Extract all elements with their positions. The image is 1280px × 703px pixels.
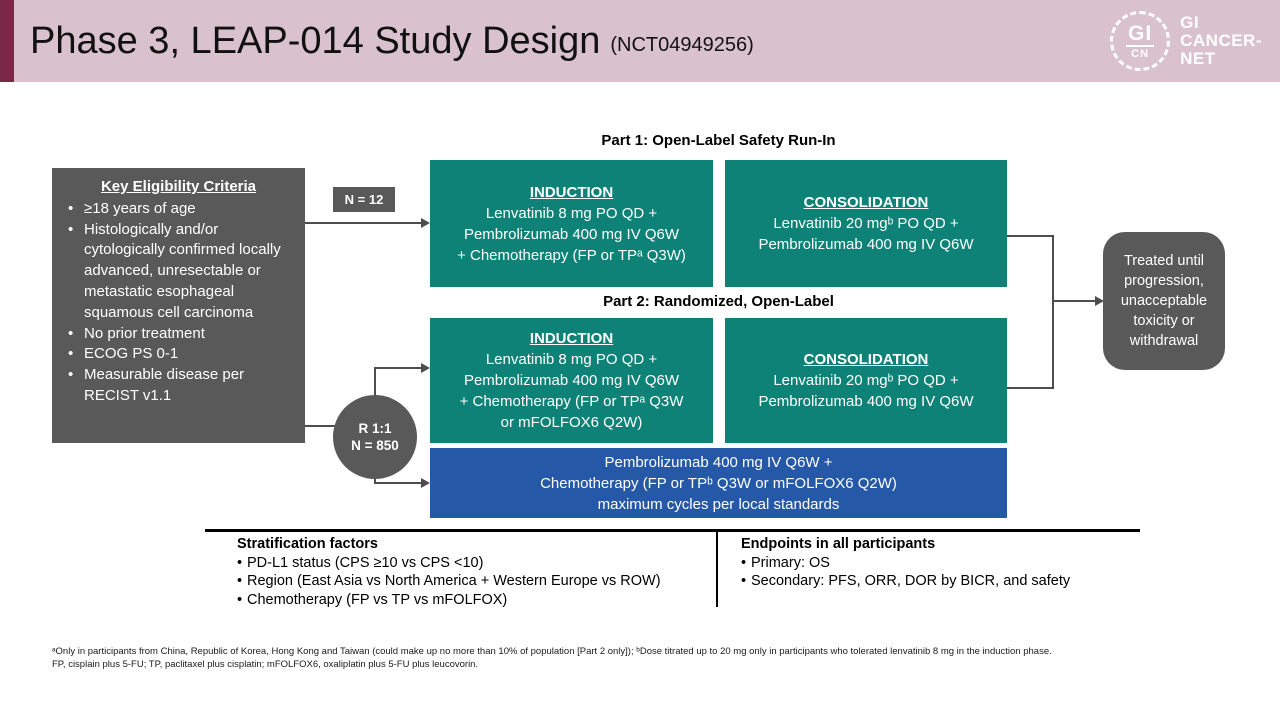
control-arm-box: [430, 448, 1007, 518]
outcome-box: [1103, 232, 1225, 370]
randomization-circle: [333, 395, 417, 479]
endpoints-title: Endpoints in all participants: [741, 536, 936, 552]
part2-heading: Part 2: Randomized, Open-Label: [603, 293, 834, 310]
box-line: Pembrolizumab 400 mg IV Q6W: [463, 225, 680, 243]
table-divider: [716, 532, 718, 607]
box-line: + Chemotherapy (FP or TPᵃ Q3W): [457, 246, 686, 264]
box-line: maximum cycles per local standards: [597, 495, 840, 513]
endpoints-item: • Secondary: PFS, ORR, DOR by BICR, and safety: [741, 572, 1146, 591]
arrowhead-control-icon: [421, 478, 430, 488]
laurel-wreath-icon: [1110, 11, 1170, 71]
eligibility-item: • ECOG PS 0-1: [65, 344, 292, 365]
part2-consolidation-title: CONSOLIDATION: [803, 351, 929, 368]
endpoints-list: [741, 554, 1146, 591]
box-line: Pembrolizumab 400 mg IV Q6W: [758, 393, 974, 410]
randomization-n: N = 850: [351, 438, 399, 453]
nct-number: (NCT04949256): [610, 33, 754, 56]
stratification-title: Stratification factors: [237, 536, 378, 552]
box-line: Chemotherapy (FP or TPᵇ Q3W or mFOLFOX6 Q2W): [540, 474, 897, 492]
logo-word-line3: NET: [1180, 49, 1216, 68]
box-line: Lenvatinib 8 mg PO QD +: [485, 204, 658, 222]
part1-heading: Part 1: Open-Label Safety Run-In: [601, 132, 836, 149]
box-line: Pembrolizumab 400 mg IV Q6W: [758, 236, 974, 253]
footnote-superscripts: ᵃOnly in participants from China, Republic of Korea, Hong Kong and Taiwan (could make up no more than 10% of population [Part 2 only]); ᵇDose titrated up to 20 mg only in participants who tolerated lenvatinib 8 mg in the induction phase.: [52, 646, 1052, 657]
eligibility-item: • Histologically and/or cytologically confirmed locally advanced, unresectable or metastatic esophageal squamous cell carcinoma: [65, 220, 292, 324]
eligibility-item: • No prior treatment: [65, 324, 292, 345]
endpoints-section: [741, 535, 1146, 591]
box-line: Lenvatinib 8 mg PO QD +: [485, 351, 658, 368]
box-line: Lenvatinib 20 mgᵇ PO QD +: [773, 215, 959, 232]
part1-induction-title: INDUCTION: [529, 183, 614, 201]
arrowhead-part2-induction-icon: [421, 363, 430, 373]
outcome-text: Treated until progression, unacceptable toxicity or withdrawal: [1120, 253, 1208, 349]
logo-badge-cn: CN: [1131, 47, 1150, 60]
box-line: Pembrolizumab 400 mg IV Q6W: [463, 372, 680, 389]
part2-induction-title: INDUCTION: [529, 330, 614, 347]
logo-word-line1: GI: [1180, 13, 1200, 32]
header-band: [0, 0, 1280, 82]
box-line: Lenvatinib 20 mgᵇ PO QD +: [773, 372, 959, 389]
box-line: or mFOLFOX6 Q2W): [500, 414, 643, 431]
part1-consolidation-box: [725, 160, 1007, 287]
logo-word-line2: CANCER-: [1180, 31, 1262, 50]
logo-badge-gi: GI: [1128, 21, 1153, 45]
accent-strip: [0, 0, 14, 82]
endpoints-item: • Primary: OS: [741, 554, 1146, 573]
eligibility-list: [65, 199, 292, 407]
footnotes: [52, 645, 1232, 671]
box-line: Pembrolizumab 400 mg IV Q6W +: [604, 453, 833, 471]
stratification-list: [237, 554, 713, 610]
n12-badge: N = 12: [333, 187, 395, 212]
connector-randomization-to-part2-induction: [375, 368, 421, 397]
eligibility-item: • ≥18 years of age: [65, 199, 292, 220]
eligibility-box: [52, 168, 305, 443]
page-title: [30, 0, 754, 82]
randomization-ratio: R 1:1: [358, 421, 392, 436]
logo-wordmark: [1180, 14, 1262, 68]
stratification-item: • PD-L1 status (CPS ≥10 vs CPS <10): [237, 554, 713, 573]
part2-consolidation-box: [725, 318, 1007, 443]
part1-consolidation-title: CONSOLIDATION: [803, 194, 929, 211]
stratification-item: • Region (East Asia vs North America + Western Europe vs ROW): [237, 572, 713, 591]
footnote-abbreviations: FP, cisplain plus 5-FU; TP, paclitaxel plus cisplatin; mFOLFOX6, oxaliplatin plus 5-FU plus leucovorin.: [52, 659, 479, 670]
table-top-rule: [205, 529, 1140, 532]
eligibility-title: Key Eligibility Criteria: [100, 178, 257, 195]
stratification-item: • Chemotherapy (FP vs TP vs mFOLFOX): [237, 591, 713, 610]
stratification-section: [237, 535, 713, 609]
eligibility-item: • Measurable disease per RECIST v1.1: [65, 365, 292, 407]
arrowhead-part1-icon: [421, 218, 430, 228]
gi-cancer-net-logo: [1110, 9, 1262, 73]
part2-induction-box: [430, 318, 713, 443]
box-line: + Chemotherapy (FP or TPᵃ Q3W: [459, 393, 684, 410]
study-title: Phase 3, LEAP-014 Study Design: [30, 19, 601, 62]
part1-induction-box: [430, 160, 713, 287]
